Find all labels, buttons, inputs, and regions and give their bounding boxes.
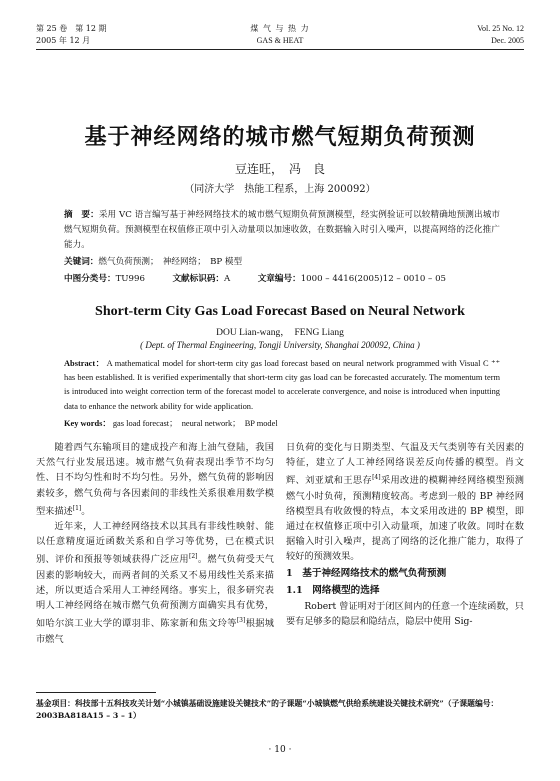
body-right-column (286, 440, 524, 629)
body-left-column (36, 440, 274, 647)
header-journal-cn: 煤 气 与 热 力 (250, 24, 310, 33)
abstract-cn-label: 摘 要： (64, 210, 99, 220)
header-date-en: Dec. 2005 (491, 36, 524, 45)
header-volume-en: Vol. 25 No. 12 (477, 24, 524, 33)
footnote-rule (36, 692, 156, 693)
paragraph-text: 采用改进的模糊神经网络模型预测燃气小时负荷，预测精度较高。考虑到一般的 BP 神经网络模型具有收敛慢的特点，本文采用改进的 BP 模型，即通过在权值修正项中引入动量项，加速了收敛。同时在数据输入时引入噪声，提高了网络的泛化推广能力，取得了较好的预测效果。 (286, 475, 524, 563)
paragraph: Robert 曾证明对于闭区间内的任意一个连续函数，只要有足够多的隐层和隐结点，隐层中使用 Sig- (286, 600, 524, 627)
abstract-en-label: Abstract： (64, 359, 105, 368)
title-cn: 基于神经网络的城市燃气短期负荷预测 (84, 124, 476, 150)
citation: [4] (372, 474, 381, 482)
paragraph (36, 440, 274, 519)
abstract-cn-text: 采用 VC 语言编写基于神经网络技术的城市燃气短期负荷预测模型，经实例验证可以较精确地预测出城市燃气短期负荷。预测模型在权值修正项中引入动量项以加速收敛，在数据输入时引入噪声，以提高网络的泛化推广能力。 (64, 210, 500, 250)
doc-value: A (224, 274, 231, 284)
paragraph-text: 随着西气东输项目的建成投产和海上油气登陆，我国天然气行业发展迅速。城市燃气负荷表现出季节不均匀性、日不均匀性和时不均匀性。另外，燃气负荷的影响因素较多，燃气负荷与各因素间的非线性关系很难用数学模型来描述 (36, 442, 274, 517)
authors-cn: 豆连旺， 冯 良 (234, 162, 325, 176)
keywords-en-text: gas load forecast； neural network； BP model (112, 419, 278, 428)
keywords-cn-label: 关键词： (64, 257, 99, 267)
paragraph-text: 根据城市燃气 (36, 618, 274, 645)
header-rule (36, 49, 524, 50)
header-volume-cn: 第 25 卷 第 12 期 (36, 24, 107, 33)
clc-label: 中图分类号： (64, 274, 116, 284)
doc-label: 文献标识码： (172, 274, 225, 284)
section-heading-1: 1 基于神经网络技术的燃气负荷预测 (286, 567, 447, 579)
clc-value: TU996 (115, 274, 145, 284)
header-date-cn: 2005 年 12 月 (36, 36, 91, 45)
article-label: 文章编号： (257, 274, 301, 284)
paragraph-text: 日负荷的变化与日期类型、气温及天气类别等有关因素的特征，建立了人工神经网络误差反向传播的模型。肖文辉、刘亚斌和王思存 (286, 442, 524, 487)
keywords-cn (64, 255, 500, 270)
citation: [1] (72, 504, 82, 512)
header-journal-en: GAS & HEAT (256, 36, 304, 45)
affiliation-en: ( Dept. of Thermal Engineering, Tongji University, Shanghai 200092, China ) (140, 340, 420, 350)
article-value: 1000 – 4416(2005)12 – 0010 – 05 (300, 274, 447, 284)
abstract-cn (64, 208, 500, 253)
citation: [2] (189, 553, 198, 561)
footnote-funding: 基金项目：科技部十五科技攻关计划“小城镇基础设施建设关键技术”的子课题“小城镇燃气供给系统建设关键技术研究”（子课题编号：2003BA818A15 – 3 – 1） (36, 699, 499, 720)
section-heading-1-1: 1.1 网络模型的选择 (286, 584, 380, 596)
keywords-en-label: Key words： (64, 419, 111, 428)
title-en: Short-term City Gas Load Forecast Based on Neural Network (95, 304, 465, 319)
page-number: · 10 · (268, 745, 292, 755)
classification-line (64, 272, 500, 287)
abstract-en (64, 357, 500, 414)
paragraph-text: 。 (81, 505, 91, 517)
keywords-cn-text: 燃气负荷预测； 神经网络； BP 模型 (98, 257, 243, 267)
authors-en: DOU Lian-wang， FENG Liang (216, 328, 344, 338)
paragraph (36, 519, 274, 647)
paragraph-text: 近年来，人工神经网络技术以其具有非线性映射、能以任意精度逼近函数关系和自学习等优势，已在模式识别、评价和预报等领域获得广泛应用 (36, 521, 274, 566)
keywords-en (64, 417, 500, 431)
affiliation-cn: （同济大学 热能工程系，上海 200092） (184, 184, 376, 195)
paragraph-text: 。燃气负荷受天气因素的影响较大，而两者间的关系又不易用线性关系来描述，所以更适合采用人工神经网络。事实上，很多研究表明人工神经网络在城市燃气负荷预测方面确实具有优势，如哈尔滨工业大学的谭羽非、陈家新和焦文玲等 (36, 554, 274, 630)
citation: [3] (236, 617, 246, 625)
abstract-en-text: A mathematical model for short-term city gas load forecast based on neural network programmed with Visual C ⁺⁺ has been established. It is verified experimentally that short-term city gas load can be forecasted accurately. The momentum term is introduced into weight correction term of the forecast model to accelerate convergence, and noise is introduced when inputting data to enhance the network ability for wide application. (64, 359, 500, 411)
paragraph (286, 440, 524, 565)
